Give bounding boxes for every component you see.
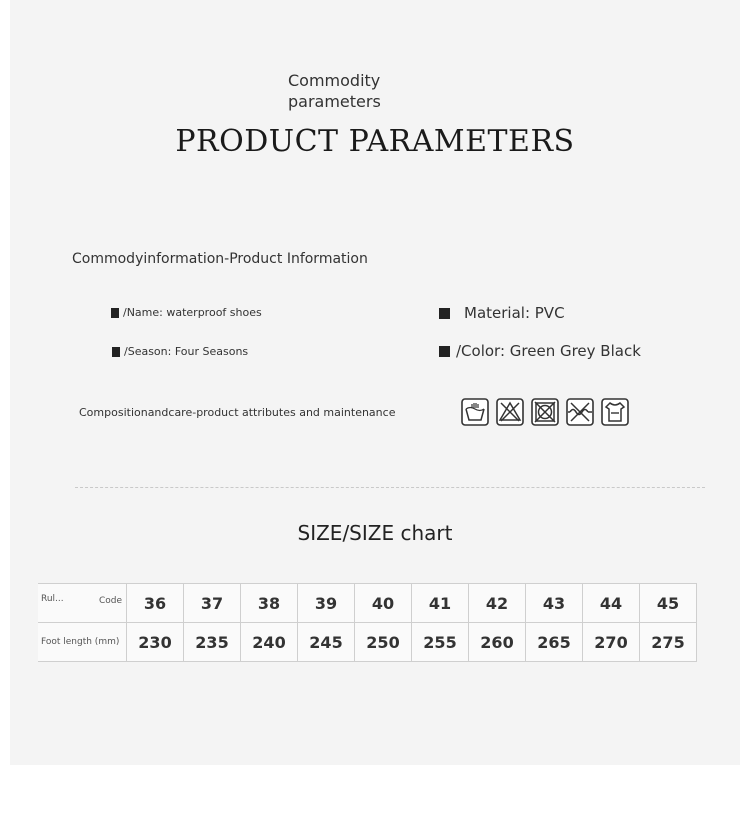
attr-name [111, 306, 262, 319]
foot-length-row [38, 623, 697, 662]
section-divider [75, 487, 705, 488]
foot-length-cell: 235 [184, 623, 241, 662]
hand-wash-icon [461, 398, 489, 426]
attr-material [439, 304, 565, 322]
foot-length-cell: 265 [526, 623, 583, 662]
size-code-cell: 43 [526, 584, 583, 623]
foot-length-label: Foot length (mm) [41, 637, 120, 647]
care-icon-row [461, 398, 629, 426]
foot-length-cell: 245 [298, 623, 355, 662]
size-code-cell: 44 [583, 584, 640, 623]
code-row [38, 584, 697, 623]
size-code-cell: 41 [412, 584, 469, 623]
foot-length-row-header [38, 623, 127, 662]
code-label: Code [98, 596, 122, 606]
size-code-cell: 40 [355, 584, 412, 623]
bullet-square-icon [112, 347, 120, 357]
attr-material-text: Material: PVC [464, 304, 565, 322]
size-code-cell: 37 [184, 584, 241, 623]
foot-length-cell: 270 [583, 623, 640, 662]
attr-color [439, 342, 641, 360]
foot-length-cell: 240 [241, 623, 298, 662]
do-not-tumble-dry-icon [531, 398, 559, 426]
do-not-wring-icon [566, 398, 594, 426]
attr-color-text: /Color: Green Grey Black [456, 342, 641, 360]
foot-length-cell: 275 [640, 623, 697, 662]
bullet-square-icon [111, 308, 119, 318]
size-chart-title: SIZE/SIZE chart [297, 521, 453, 545]
size-code-cell: 38 [241, 584, 298, 623]
attr-season-text: /Season: Four Seasons [124, 345, 249, 358]
attr-name-text: /Name: waterproof shoes [123, 306, 262, 319]
attr-season [112, 345, 248, 358]
size-table [38, 583, 697, 662]
foot-length-cell: 250 [355, 623, 412, 662]
page-title: PRODUCT PARAMETERS [175, 124, 575, 159]
ruler-label: Rul... [41, 594, 64, 604]
foot-length-cell: 260 [469, 623, 526, 662]
size-code-cell: 45 [640, 584, 697, 623]
product-info-heading: Commodyinformation-Product Information [72, 251, 368, 267]
do-not-bleach-icon [496, 398, 524, 426]
bullet-square-icon [439, 308, 450, 319]
bullet-square-icon [439, 346, 450, 357]
dry-flat-icon [601, 398, 629, 426]
foot-length-cell: 230 [127, 623, 184, 662]
size-code-cell: 42 [469, 584, 526, 623]
foot-length-cell: 255 [412, 623, 469, 662]
size-code-cell: 36 [127, 584, 184, 623]
size-code-cell: 39 [298, 584, 355, 623]
care-heading: Compositionandcare-product attributes and maintenance [79, 406, 396, 419]
subtitle: Commodity parameters [288, 71, 381, 111]
code-row-header [38, 584, 127, 623]
